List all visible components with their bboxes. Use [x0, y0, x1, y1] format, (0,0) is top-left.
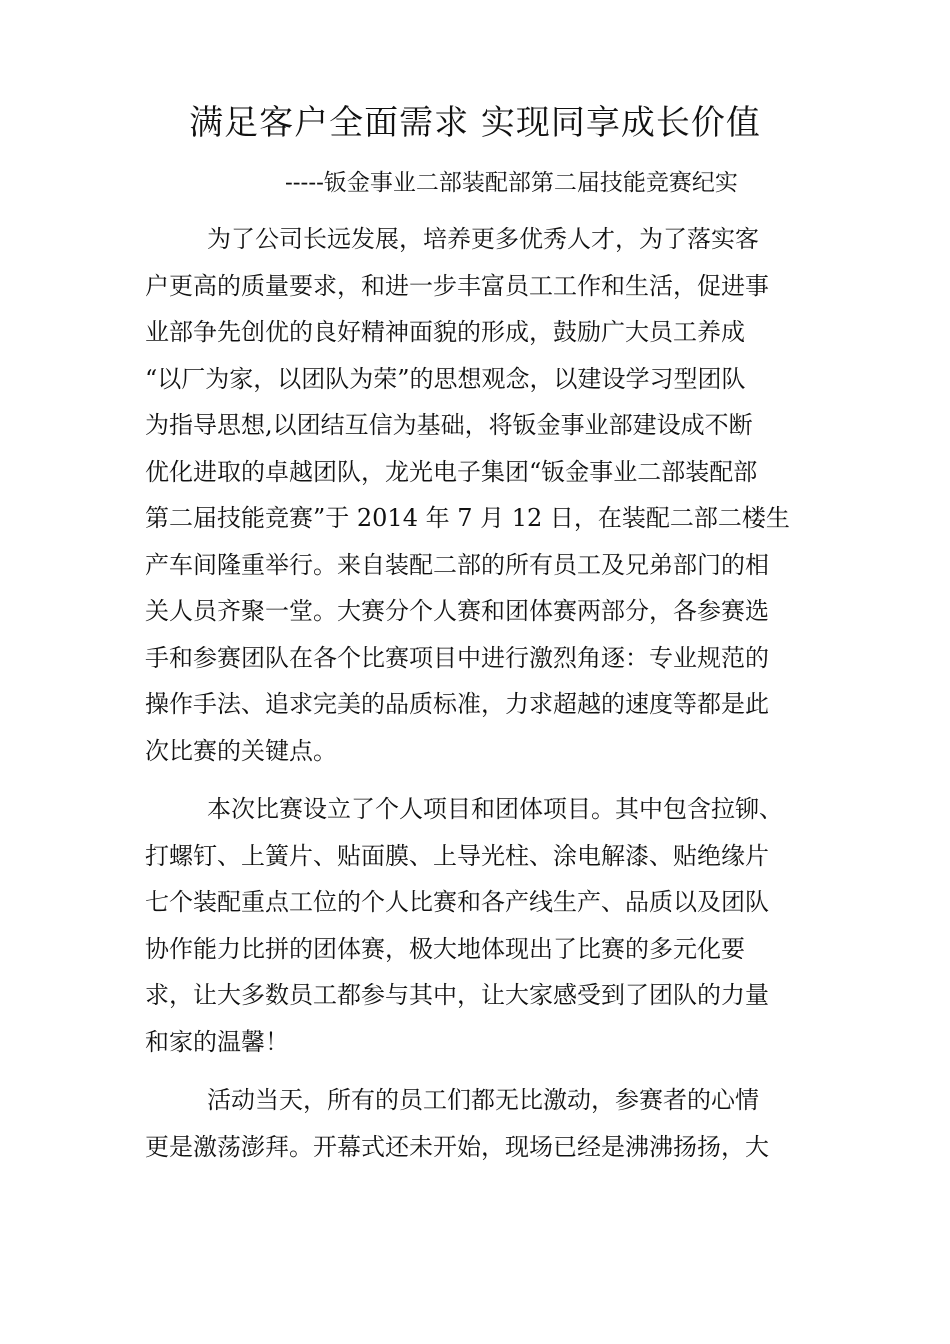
paragraph-line: 为指导思想,以团结互信为基础，将钣金事业部建设成不断 [145, 411, 753, 439]
paragraph-3 [145, 1077, 835, 1170]
paragraph-line: 业部争先创优的良好精神面貌的形成，鼓励广大员工养成 [145, 318, 745, 346]
paragraph-line: 第二届技能竞赛”于 2014 年 7 月 12 日，在装配二部二楼生 [145, 504, 790, 532]
document-subtitle: -----钣金事业二部装配部第二届技能竞赛纪实 [285, 170, 738, 196]
paragraph-1 [145, 216, 835, 774]
paragraph-line: 求，让大多数员工都参与其中，让大家感受到了团队的力量 [145, 981, 769, 1009]
paragraph-line: 七个装配重点工位的个人比赛和各产线生产、品质以及团队 [145, 888, 769, 916]
paragraph-line: 和家的温馨！ [145, 1027, 289, 1056]
paragraph-line: 产车间隆重举行。来自装配二部的所有员工及兄弟部门的相 [145, 550, 769, 579]
paragraph-line: 户更高的质量要求，和进一步丰富员工工作和生活，促进事 [145, 271, 769, 300]
paragraph-line: 更是激荡澎拜。开幕式还未开始，现场已经是沸沸扬扬，大 [145, 1132, 769, 1161]
paragraph-line: 关人员齐聚一堂。大赛分个人赛和团体赛两部分，各参赛选 [145, 597, 769, 625]
paragraph-line: 协作能力比拼的团体赛，极大地体现出了比赛的多元化要 [145, 934, 745, 963]
paragraph-line: 本次比赛设立了个人项目和团体项目。其中包含拉铆、 [207, 795, 783, 823]
paragraph-line: “以厂为家，以团队为荣”的思想观念，以建设学习型团队 [145, 364, 746, 393]
document-body [145, 216, 835, 1170]
document-title: 满足客户全面需求 实现同享成长价值 [189, 103, 761, 143]
paragraph-line: 手和参赛团队在各个比赛项目中进行激烈角逐：专业规范的 [145, 643, 769, 672]
paragraph-line: 操作手法、追求完美的品质标准，力求超越的速度等都是此 [145, 690, 769, 718]
paragraph-line: 为了公司长远发展，培养更多优秀人才，为了落实客 [207, 225, 759, 253]
paragraph-line: 打螺钉、上簧片、贴面膜、上导光柱、涂电解漆、贴绝缘片 [145, 841, 769, 870]
paragraph-2 [145, 786, 835, 1065]
paragraph-line: 活动当天，所有的员工们都无比激动，参赛者的心情 [207, 1086, 759, 1114]
paragraph-line: 优化进取的卓越团队，龙光电子集团“钣金事业二部装配部 [145, 457, 758, 486]
paragraph-line: 次比赛的关键点。 [145, 736, 337, 765]
